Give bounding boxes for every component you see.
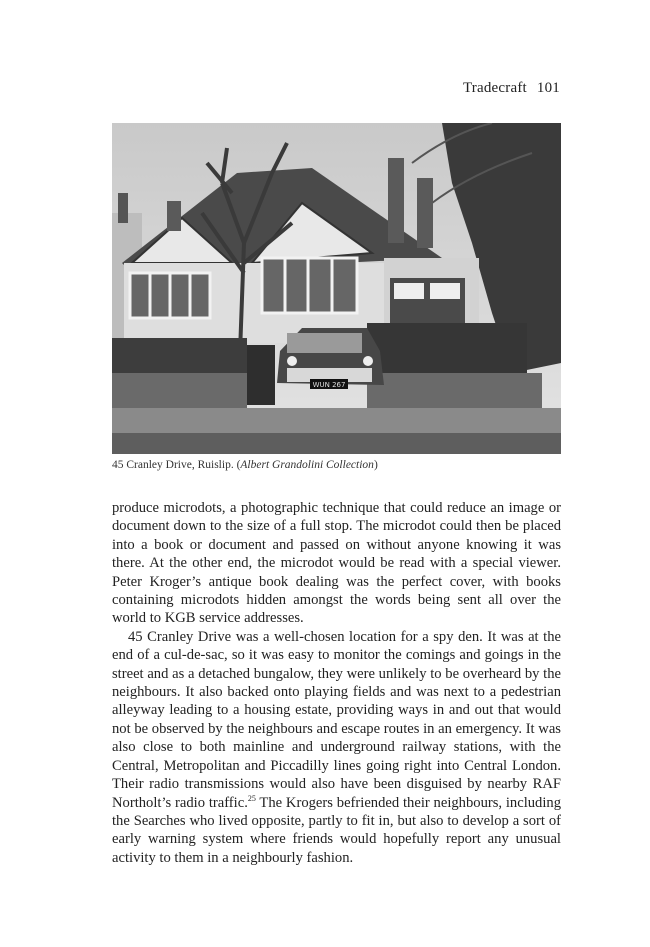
running-header [463, 80, 560, 97]
figure-caption [112, 459, 378, 471]
paragraph-2-text: 45 Cranley Drive was a well-chosen location for a spy den. It was at the end of a cul-de-sac, so it was easy to monitor the comings and goings in the street and as a detached bungalow, they were unlikely to be overheard by the neighbours. It also backed onto playing fields and was next to a pedestrian alleyway leading to a housing estate, providing ways in and out that would not be observed by the neighbours and escape routes in an emergency. It was also close to both mainline and underground railway stations, with the Central, Metropolitan and Piccadilly lines going right into Central London. Their radio transmissions would also have been disguised by nearby RAF Northolt’s radio traffic. [112, 628, 561, 811]
footnote-ref[interactable]: 25 [247, 793, 256, 803]
paragraph-1: produce microdots, a photographic technique that could reduce an image or document down to the size of a full stop. The microdot could then be placed into a book or document and passed on without anyone knowing it was there. At the other end, the microdot would be read with a special viewer. Peter Kroger’s antique book dealing was the perfect cover, with books containing microdots hidden amongst the words being sent all over the world to KGB service addresses. [112, 500, 561, 627]
license-plate: WUN 267 [312, 381, 346, 389]
caption-close: ) [373, 459, 378, 471]
caption-text: 45 Cranley Drive, Ruislip. ( [112, 459, 241, 471]
paragraph-2 [112, 628, 561, 867]
paragraph-2-continued: The Krogers befriended their neighbours, including the Searches who lived opposite, partly to fit in, but also to develop a sort of early warning system where friends would hopefully report any unusual activity to them in a neighbourly fashion. [112, 794, 562, 866]
page-number: 101 [536, 80, 560, 96]
house-photograph [112, 123, 561, 454]
caption-source: Albert Grandolini Collection [240, 459, 374, 471]
running-title: Tradecraft [462, 80, 527, 96]
body-text [112, 499, 561, 867]
